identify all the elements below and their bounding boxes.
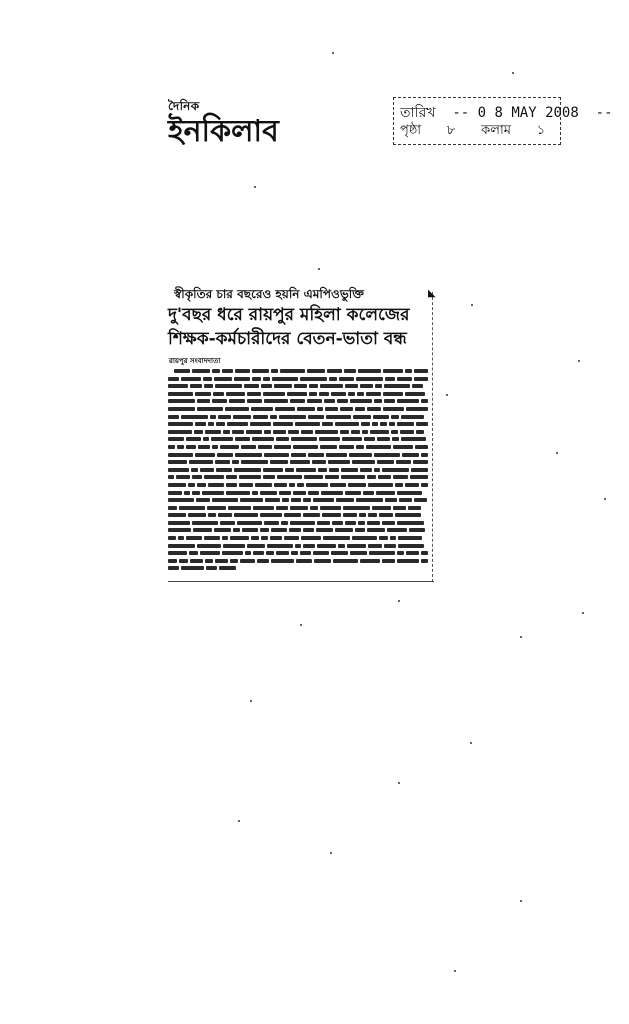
scan-speck <box>300 624 302 626</box>
scan-speck <box>471 304 473 306</box>
stamp-page-label: পৃষ্ঠা <box>400 123 422 138</box>
clipping-bottom-edge <box>168 581 434 582</box>
body-text-line <box>168 482 433 490</box>
body-text-line <box>168 543 433 551</box>
body-text-line <box>168 505 433 513</box>
scan-speck <box>446 394 448 396</box>
article-body-illegible <box>168 368 433 580</box>
date-stamp <box>393 97 613 145</box>
stamp-column-value: ১ <box>536 123 546 138</box>
scan-speck <box>556 452 558 454</box>
body-text-line <box>168 558 433 566</box>
scan-speck <box>330 852 332 854</box>
body-text-line <box>168 429 433 437</box>
masthead-prefix: দৈনিক <box>168 99 200 113</box>
body-text-line <box>168 391 433 399</box>
scan-speck <box>454 970 456 972</box>
stamp-page-row <box>400 121 563 142</box>
body-text-line <box>168 406 433 414</box>
body-text-line <box>168 467 433 475</box>
clipping-right-edge <box>432 292 433 582</box>
body-text-line <box>168 459 433 467</box>
scan-speck <box>398 600 400 602</box>
article-headline-line2: শিক্ষক-কর্মচারীদের বেতন-ভাতা বন্ধ <box>168 329 407 349</box>
body-text-line <box>168 474 433 482</box>
body-text-line <box>168 414 433 422</box>
scan-speck <box>398 782 400 784</box>
body-text-line <box>168 490 433 498</box>
clipping-corner-mark: ◣ <box>428 288 436 299</box>
stamp-date-prefix: তারিখ <box>400 105 436 121</box>
body-text-line <box>168 398 433 406</box>
scan-speck <box>520 636 522 638</box>
scan-speck <box>238 820 240 822</box>
body-text-line <box>168 565 433 573</box>
body-text-line <box>168 550 433 558</box>
scan-speck <box>604 498 606 500</box>
scan-speck <box>578 360 580 362</box>
body-text-line <box>168 497 433 505</box>
body-text-line <box>168 535 433 543</box>
scan-speck <box>520 900 522 902</box>
body-text-line <box>168 436 433 444</box>
stamp-date-row: তারিখ -- 0 8 MAY 2008 -- <box>400 105 613 121</box>
body-text-line <box>168 512 433 520</box>
body-text-line <box>168 527 433 535</box>
scan-speck <box>250 700 252 702</box>
body-text-line <box>168 368 433 376</box>
article-kicker: স্বীকৃতির চার বছরেও হয়নি এমপিওভুক্তি <box>174 287 364 301</box>
newspaper-clipping <box>168 283 436 583</box>
scan-speck <box>512 72 514 74</box>
stamp-date: 0 8 MAY 2008 <box>477 105 579 121</box>
stamp-page-value: ৮ <box>446 123 456 138</box>
body-text-line <box>168 383 433 391</box>
scan-speck <box>318 268 320 270</box>
article-headline-line1: দু'বছর ধরে রায়পুর মহিলা কলেজের <box>168 305 410 325</box>
scan-speck <box>582 612 584 614</box>
newspaper-masthead <box>168 98 279 148</box>
article-byline: রায়পুর সংবাদদাতা <box>169 357 221 365</box>
scan-speck <box>254 186 256 188</box>
scan-speck <box>332 52 334 54</box>
scan-speck <box>470 742 472 744</box>
body-text-line <box>168 452 433 460</box>
body-text-line <box>168 421 433 429</box>
body-text-line <box>168 444 433 452</box>
body-text-line <box>168 520 433 528</box>
body-text-line <box>168 376 433 384</box>
stamp-column-label: কলাম <box>481 123 511 138</box>
masthead-title: ইনকিলাব <box>168 114 279 149</box>
